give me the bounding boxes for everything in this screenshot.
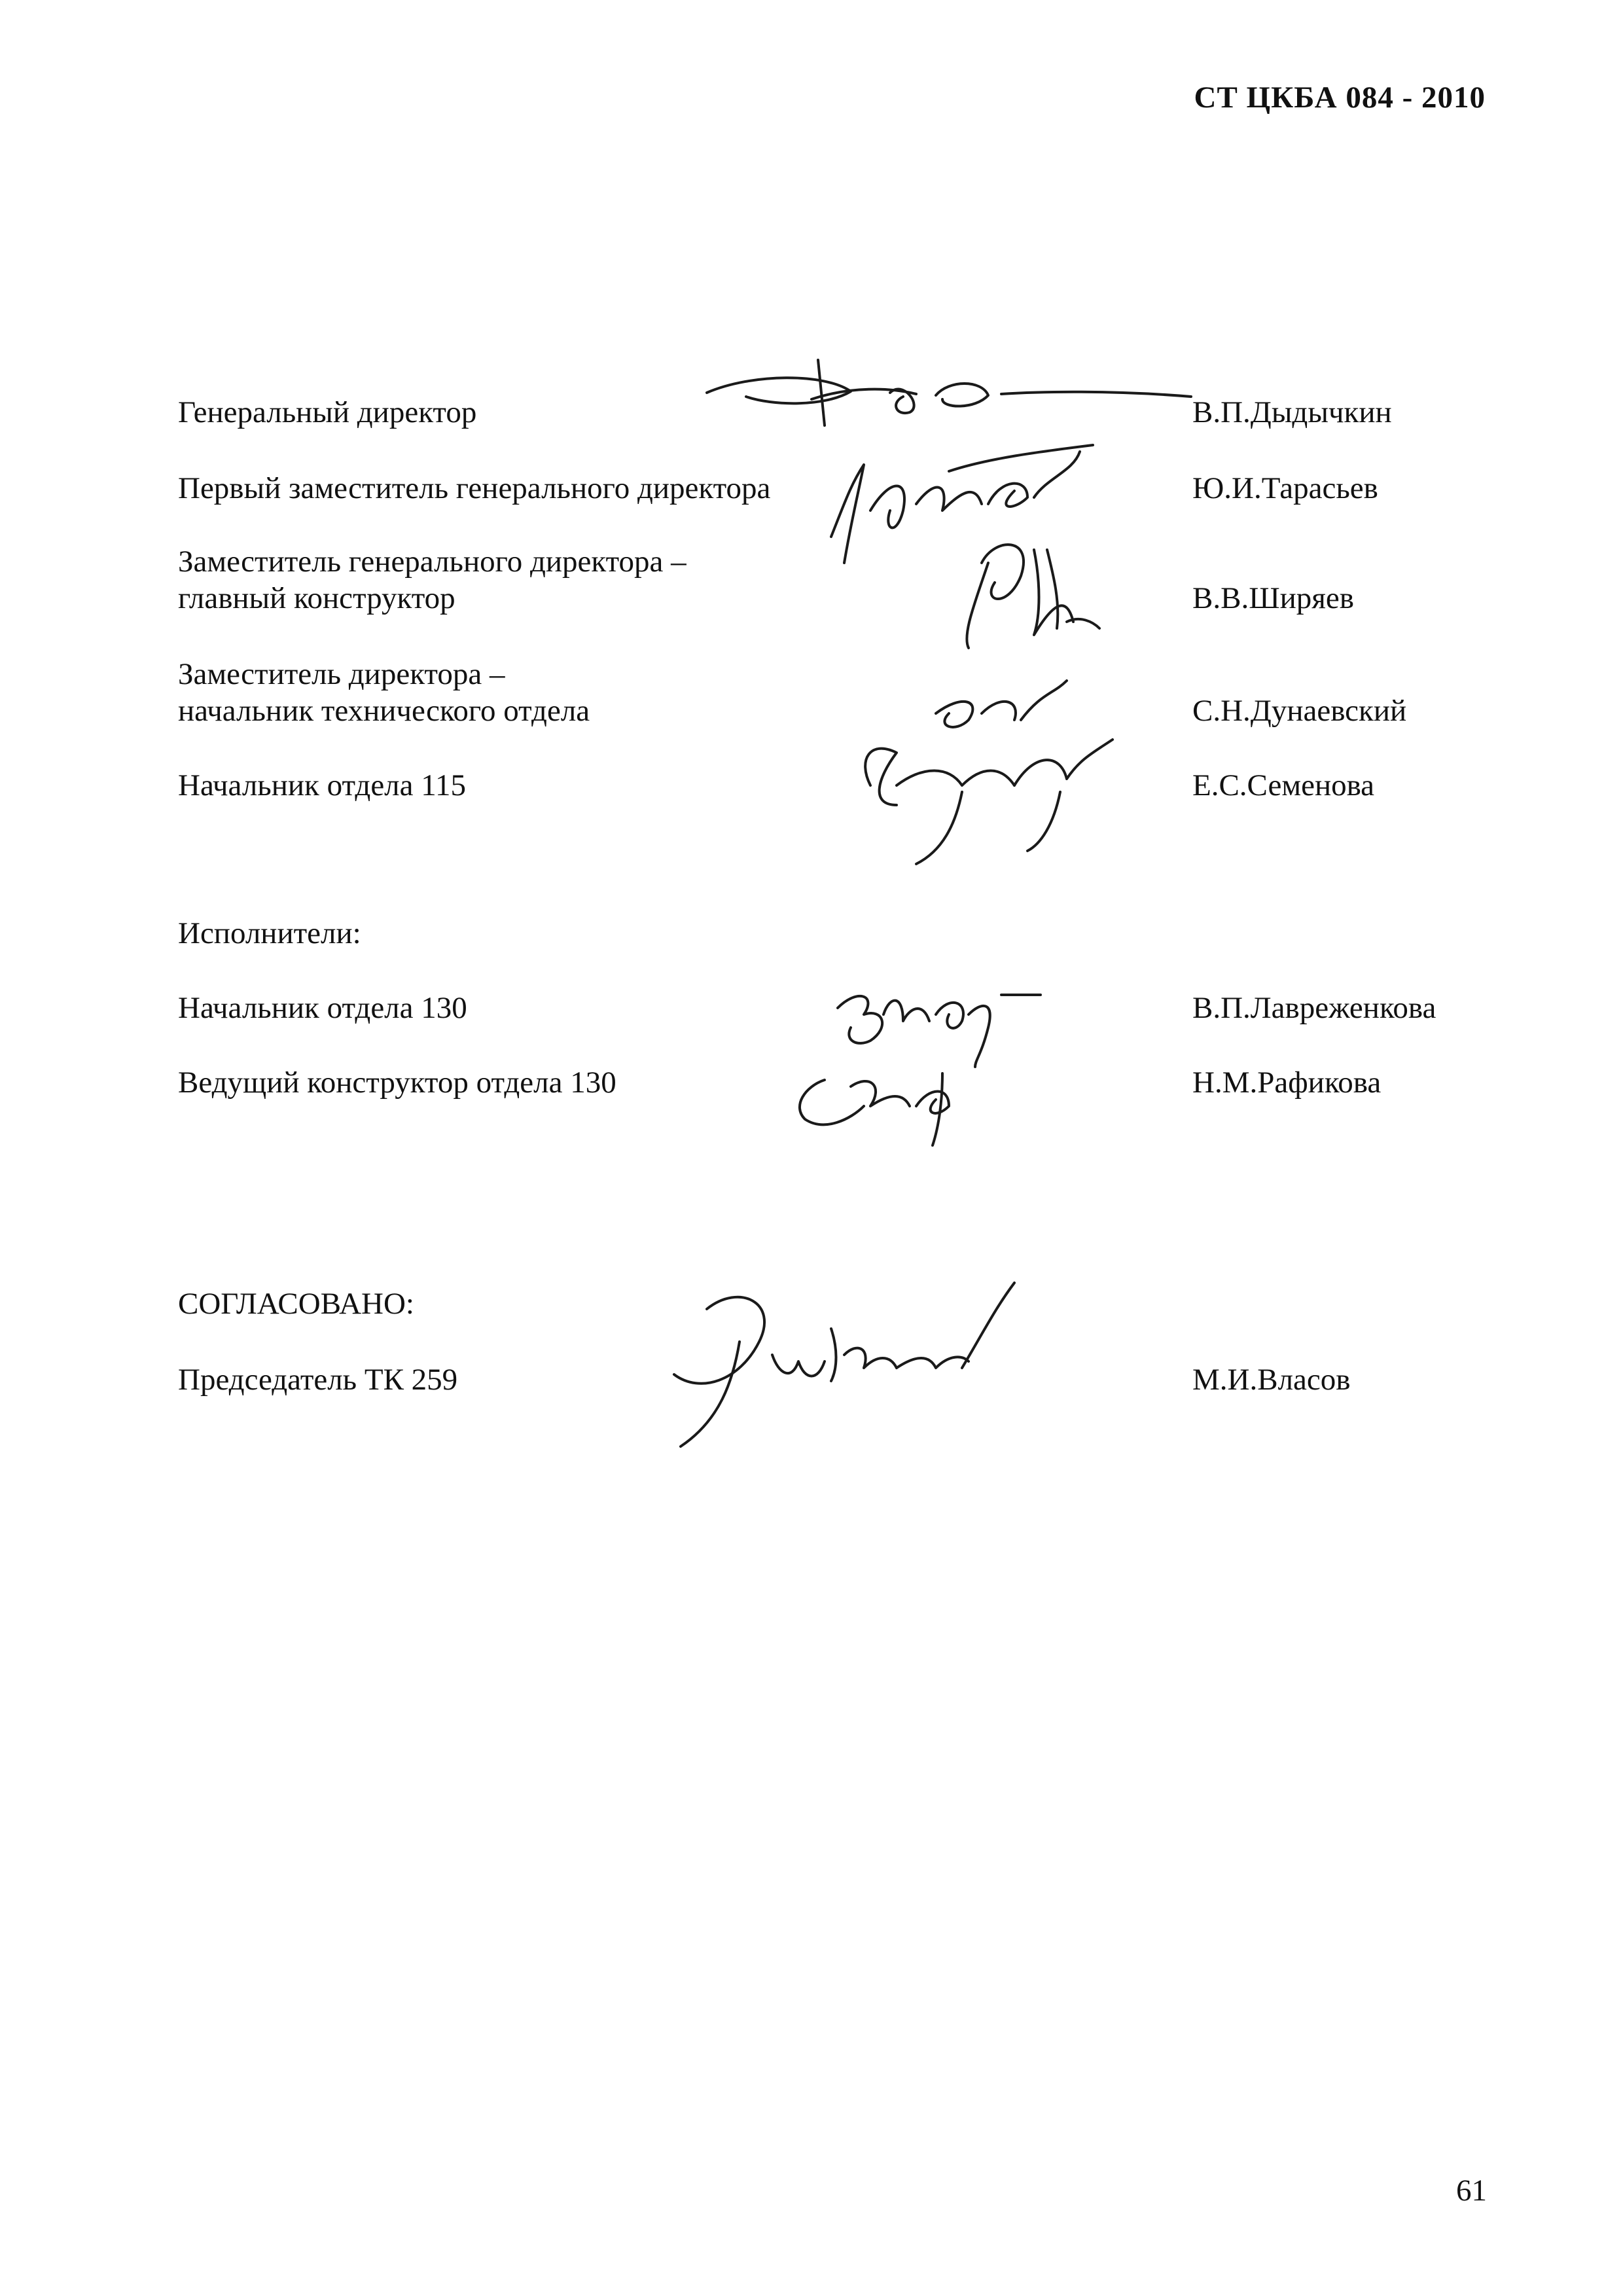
signatory-name: Е.С.Семенова — [1192, 768, 1375, 802]
position-label: Начальник отдела 115 — [178, 768, 467, 802]
position-label: Начальник отдела 130 — [178, 991, 467, 1025]
signatory-name: М.И.Власов — [1192, 1363, 1351, 1397]
page-number: 61 — [1456, 2174, 1487, 2208]
position-label: Заместитель директора – — [178, 657, 505, 691]
position-label: Ведущий конструктор отдела 130 — [178, 1066, 616, 1100]
position-label: Председатель ТК 259 — [178, 1363, 458, 1397]
section-heading: СОГЛАСОВАНО: — [178, 1287, 414, 1321]
signatory-name: В.В.Ширяев — [1192, 581, 1354, 615]
signature-tech-dept-head — [831, 674, 1145, 870]
signature-tk259-chair — [661, 1283, 1027, 1453]
document-code: СТ ЦКБА 084 - 2010 — [1194, 81, 1486, 115]
position-label: начальник технического отдела — [178, 694, 590, 728]
signatory-name: В.П.Лавреженкова — [1192, 991, 1436, 1025]
signature-director — [694, 353, 1204, 445]
signatory-name: В.П.Дыдычкин — [1192, 395, 1392, 429]
position-label: Первый заместитель генерального директора — [178, 471, 771, 505]
section-heading: Исполнители: — [178, 916, 361, 950]
signature-chief-designer — [942, 524, 1106, 655]
position-label: Заместитель генерального директора – — [178, 545, 687, 579]
position-label: главный конструктор — [178, 581, 455, 615]
signatory-name: Н.М.Рафикова — [1192, 1066, 1382, 1100]
signatory-name: С.Н.Дунаевский — [1192, 694, 1407, 728]
signature-dept130-lead — [785, 1047, 982, 1145]
position-label: Генеральный директор — [178, 395, 477, 429]
signatory-name: Ю.И.Тарасьев — [1192, 471, 1378, 505]
